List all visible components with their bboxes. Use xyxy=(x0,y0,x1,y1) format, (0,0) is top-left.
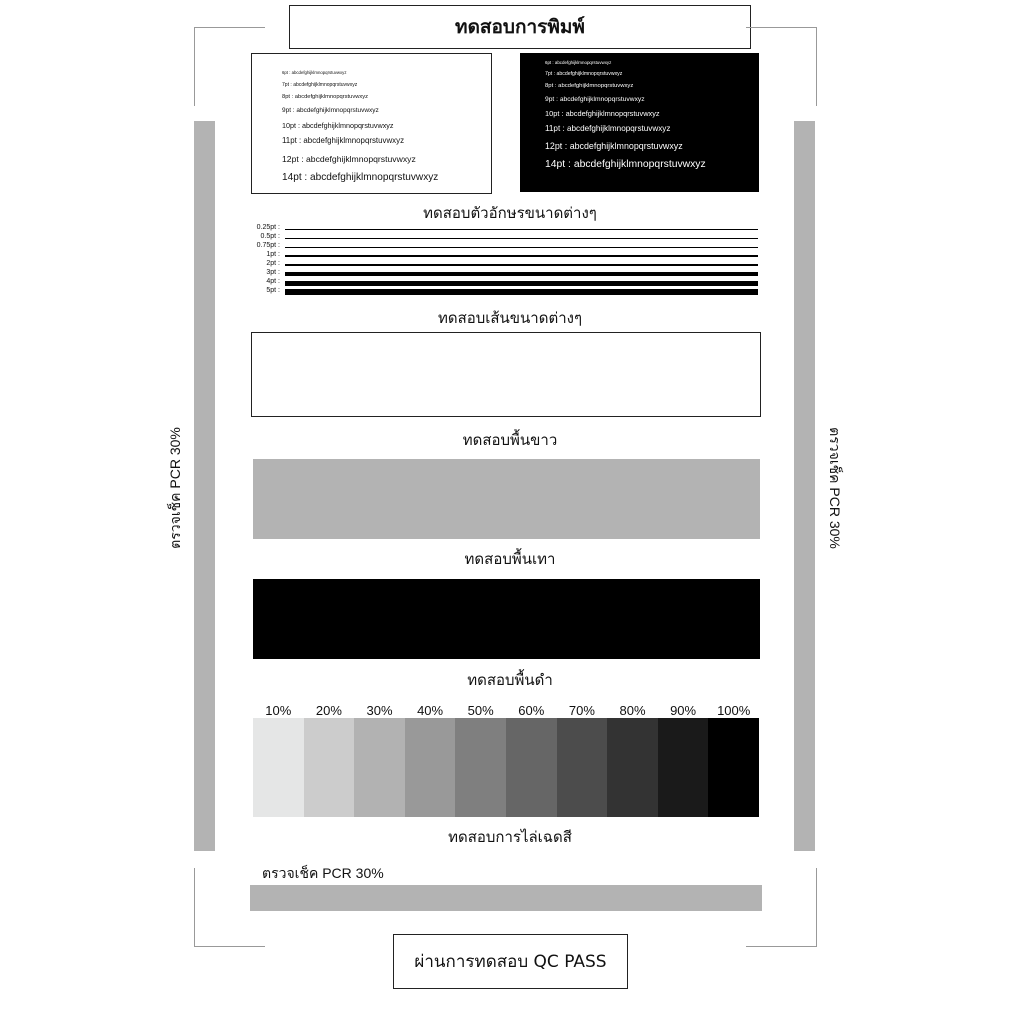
test-line xyxy=(285,289,758,295)
gradient-step-swatch xyxy=(354,718,405,817)
font-size-label: 9pt xyxy=(282,106,291,114)
font-sample-text: abcdefghijklmnopqrstuvwxyz xyxy=(302,120,394,130)
font-sample-text: abcdefghijklmnopqrstuvwxyz xyxy=(558,83,634,89)
font-sample-text: abcdefghijklmnopqrstuvwxyz xyxy=(567,124,671,133)
line-weight-label: 0.5pt : xyxy=(260,233,280,240)
line-weight-label: 0.25pt : xyxy=(256,224,280,231)
font-test-row: 10pt : abcdefghijklmnopqrstuvwxyz xyxy=(545,109,660,118)
font-size-label: 12pt xyxy=(282,153,299,164)
gradient-step-swatch xyxy=(708,718,759,817)
gradient-step-swatch xyxy=(253,718,304,817)
white-fill-caption: ทดสอบพื้นขาว xyxy=(462,431,558,449)
line-weight-label: 2pt : xyxy=(266,260,280,267)
line-test-caption: ทดสอบเส้นขนาดต่างๆ xyxy=(437,309,583,327)
gradient-step-label: 30% xyxy=(366,703,393,718)
white-fill-box xyxy=(251,332,761,417)
pcr-bar-left xyxy=(194,121,215,851)
pcr-label-left: ตรวจเช็ค PCR 30% xyxy=(167,427,183,549)
gradient-step-swatch xyxy=(658,718,709,817)
font-size-label: 6pt xyxy=(282,70,288,75)
test-line xyxy=(285,247,758,248)
font-test-row: 6pt : abcdefghijklmnopqrstuvwxyz xyxy=(282,70,347,75)
font-size-label: 9pt xyxy=(545,95,555,103)
font-test-row: 7pt : abcdefghijklmnopqrstuvwxyz xyxy=(545,70,623,77)
test-line xyxy=(285,238,758,239)
font-test-row: 8pt : abcdefghijklmnopqrstuvwxyz xyxy=(545,83,634,89)
font-test-light-box xyxy=(251,53,492,194)
test-line xyxy=(285,264,758,267)
font-test-row: 11pt : abcdefghijklmnopqrstuvwxyz xyxy=(282,136,405,145)
gradient-step-label: 20% xyxy=(315,703,342,718)
font-size-label: 8pt xyxy=(545,83,554,89)
font-test-row: 10pt : abcdefghijklmnopqrstuvwxyz xyxy=(282,120,394,130)
font-sample-text: abcdefghijklmnopqrstuvwxyz xyxy=(573,159,706,170)
font-size-label: 14pt xyxy=(282,171,302,183)
font-test-caption: ทดสอบตัวอักษรขนาดต่างๆ xyxy=(423,204,597,222)
font-sample-text: abcdefghijklmnopqrstuvwxyz xyxy=(559,95,645,103)
font-size-label: 10pt xyxy=(545,109,560,118)
black-fill-caption: ทดสอบพื้นดำ xyxy=(467,671,553,689)
font-size-label: 11pt xyxy=(545,124,561,133)
font-test-row: 7pt : abcdefghijklmnopqrstuvwxyz xyxy=(282,81,358,88)
gradient-step-label: 60% xyxy=(518,703,545,718)
pcr-label-bottom: ตรวจเช็ค PCR 30% xyxy=(262,865,384,881)
black-fill-box xyxy=(253,579,760,659)
font-test-row: 11pt : abcdefghijklmnopqrstuvwxyz xyxy=(545,124,671,133)
font-test-row: 14pt : abcdefghijklmnopqrstuvwxyz xyxy=(545,159,706,170)
gradient-step-label: 100% xyxy=(717,703,751,718)
font-sample-text: abcdefghijklmnopqrstuvwxyz xyxy=(554,60,612,65)
gray-fill-box xyxy=(253,459,760,539)
font-sample-text: abcdefghijklmnopqrstuvwxyz xyxy=(303,136,405,145)
pcr-bar-bottom xyxy=(250,885,762,911)
font-size-label: 14pt xyxy=(545,159,566,170)
font-test-row: 14pt : abcdefghijklmnopqrstuvwxyz xyxy=(282,171,439,183)
font-test-row: 12pt : abcdefghijklmnopqrstuvwxyz xyxy=(282,153,416,164)
test-line xyxy=(285,229,758,230)
font-sample-text: abcdefghijklmnopqrstuvwxyz xyxy=(565,109,660,118)
font-sample-text: abcdefghijklmnopqrstuvwxyz xyxy=(310,171,439,183)
gradient-step-label: 40% xyxy=(417,703,444,718)
font-sample-text: abcdefghijklmnopqrstuvwxyz xyxy=(291,70,347,75)
font-size-label: 8pt xyxy=(282,93,290,100)
gradient-step-swatch xyxy=(557,718,608,817)
gradient-step-swatch xyxy=(607,718,658,817)
font-sample-text: abcdefghijklmnopqrstuvwxyz xyxy=(569,141,683,151)
line-weight-label: 4pt : xyxy=(266,278,280,285)
gradient-step-label: 80% xyxy=(619,703,646,718)
gradient-step-swatch xyxy=(506,718,557,817)
gray-fill-caption: ทดสอบพื้นเทา xyxy=(464,550,556,568)
font-sample-text: abcdefghijklmnopqrstuvwxyz xyxy=(296,106,379,114)
page-title: ทดสอบการพิมพ์ xyxy=(289,5,751,49)
gradient-step-label: 90% xyxy=(670,703,697,718)
pcr-label-right: ตรวจเช็ค PCR 30% xyxy=(827,427,843,549)
font-size-label: 7pt xyxy=(545,70,553,77)
font-size-label: 11pt xyxy=(282,136,297,145)
line-weight-label: 5pt : xyxy=(266,287,280,294)
font-test-row: 9pt : abcdefghijklmnopqrstuvwxyz xyxy=(545,95,645,103)
font-sample-text: abcdefghijklmnopqrstuvwxyz xyxy=(293,81,358,88)
line-weight-label: 0.75pt : xyxy=(256,242,280,249)
gradient-step-swatch xyxy=(405,718,456,817)
font-test-row: 6pt : abcdefghijklmnopqrstuvwxyz xyxy=(545,60,612,65)
line-weight-label: 3pt : xyxy=(266,269,280,276)
font-sample-text: abcdefghijklmnopqrstuvwxyz xyxy=(294,93,368,100)
test-line xyxy=(285,272,758,276)
font-size-label: 6pt xyxy=(545,60,552,65)
test-line xyxy=(285,281,758,286)
font-sample-text: abcdefghijklmnopqrstuvwxyz xyxy=(556,70,623,77)
pcr-bar-right xyxy=(794,121,815,851)
gradient-step-label: 70% xyxy=(568,703,595,718)
gradient-step-label: 50% xyxy=(467,703,494,718)
font-size-label: 10pt xyxy=(282,120,296,130)
gradient-step-swatch xyxy=(304,718,355,817)
font-test-row: 12pt : abcdefghijklmnopqrstuvwxyz xyxy=(545,141,683,151)
font-sample-text: abcdefghijklmnopqrstuvwxyz xyxy=(306,153,416,164)
qc-pass-label: ผ่านการทดสอบ QC PASS xyxy=(393,934,628,989)
font-test-dark-box xyxy=(520,53,759,192)
font-test-row: 8pt : abcdefghijklmnopqrstuvwxyz xyxy=(282,93,368,100)
font-size-label: 7pt xyxy=(282,81,289,88)
font-test-row: 9pt : abcdefghijklmnopqrstuvwxyz xyxy=(282,106,379,114)
font-size-label: 12pt xyxy=(545,141,563,151)
gradient-step-swatch xyxy=(455,718,506,817)
gradient-caption: ทดสอบการไล่เฉดสี xyxy=(448,828,572,846)
line-weight-label: 1pt : xyxy=(266,251,280,258)
gradient-step-label: 10% xyxy=(265,703,292,718)
test-line xyxy=(285,255,758,256)
